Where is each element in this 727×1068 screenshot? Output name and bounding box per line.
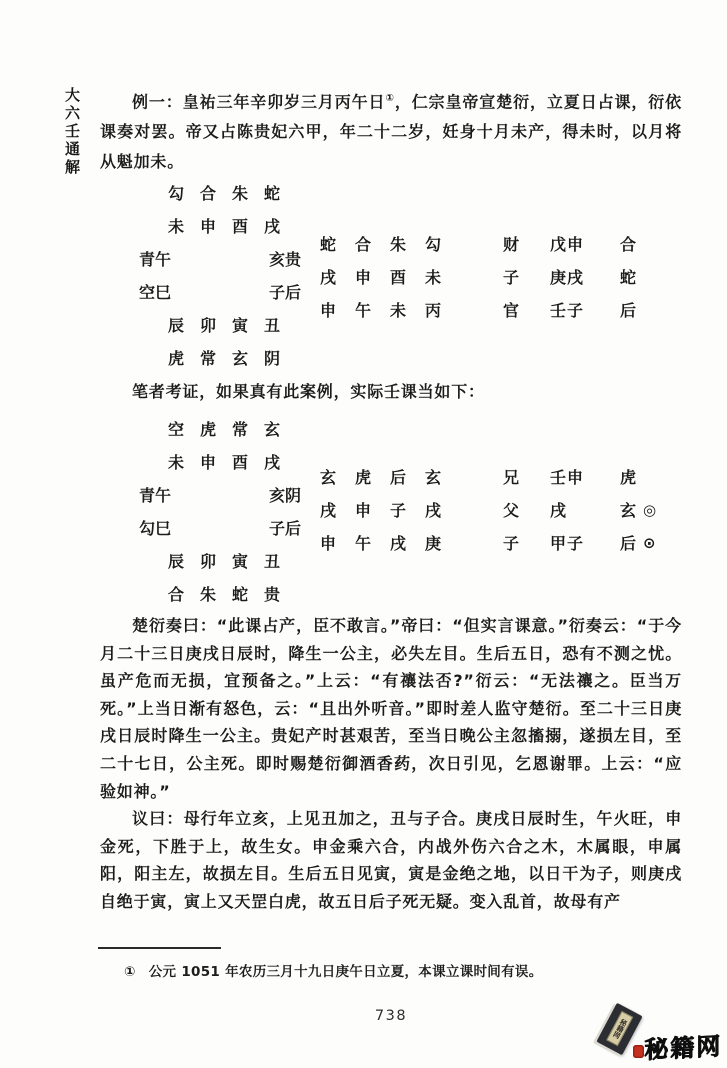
char-cell: 虎: [168, 349, 185, 368]
plate-left-pair: 青午: [139, 250, 172, 269]
site-watermark: [596, 1000, 727, 1064]
char-cell: 常: [232, 420, 249, 439]
char-cell: 戌: [320, 268, 337, 287]
char-cell: 戌: [264, 217, 281, 236]
table-row: [320, 535, 682, 568]
char-cell: 卯: [200, 552, 217, 571]
relation-cell: 官: [503, 301, 520, 320]
plate-left-pair: 勾巳: [139, 519, 172, 538]
plate-row-top-gods: [139, 185, 301, 218]
char-cell: 丑: [264, 316, 281, 335]
plate-row-bottom-branches: [139, 317, 301, 350]
char-cell: 勾: [425, 235, 442, 254]
char-cell: 朱: [390, 235, 407, 254]
char-cell: 未: [168, 217, 185, 236]
char-cell: 丑: [264, 552, 281, 571]
char-cell: 未: [425, 268, 442, 287]
char-cell: 勾: [168, 184, 185, 203]
lesson-chars: [320, 535, 460, 552]
relation-cell: 兄: [503, 468, 520, 487]
plate-row-middle-1: [139, 487, 301, 520]
char-cell: 戌: [425, 501, 442, 520]
char-cell: 戌: [320, 501, 337, 520]
footnote-text: 公元 1051 年农历三月十九日庚午日立夏，本课立课时间有误。: [148, 964, 543, 980]
char-cell: 酉: [232, 217, 249, 236]
discussion-paragraph-1: 楚衍奏曰：“此课占产，臣不敢言。”帝曰：“但实言课意。”衍奏云：“于今月二十三日庚戌日辰时，降生一公主，必失左目。生后五日，恐有不测之忧。虽产危而无损，宜预备之。”上云：“有禳法否?”衍云：“无法禳之。臣当万死。”上当日渐有怒色，云：“且出外听音。”即时差人监守楚衍。至二十三日庚戌日辰时降生一公主。贵妃产时甚艰苦，至当日晚公主忽搐搦，遂损左目，至二十七日，公主死。即时赐楚衍御酒香药，次日引见，乞恩谢罪。上云：“应验如神。”: [100, 616, 682, 801]
char-cell: 玄: [425, 468, 442, 487]
stem-branch-cell: 甲子: [550, 534, 585, 553]
lesson-table-2: [320, 469, 682, 568]
char-cell: 辰: [168, 552, 185, 571]
plate-row-middle-2: [139, 284, 301, 317]
table-row: [320, 236, 682, 269]
char-cell: 蛇: [232, 585, 249, 604]
god-cell: 后: [620, 301, 637, 320]
stem-branch-cell: 庚戌: [550, 268, 585, 287]
lesson-chars: [320, 502, 460, 519]
red-seal-icon: [633, 1045, 644, 1058]
lesson-chars: [320, 269, 460, 286]
watermark-site-text: 秘籍网: [644, 1031, 722, 1065]
char-cell: 申: [200, 453, 217, 472]
relation-cell: 子: [503, 268, 520, 287]
table-row: [320, 269, 682, 302]
char-cell: 空: [168, 420, 185, 439]
stem-branch-cell: 戊申: [550, 235, 585, 254]
char-cell: 申: [355, 268, 372, 287]
char-cell: 蛇: [264, 184, 281, 203]
char-cell: 常: [200, 349, 217, 368]
char-cell: 虎: [355, 468, 372, 487]
stem-branch-cell: 壬子: [550, 301, 585, 320]
char-cell: 玄: [232, 349, 249, 368]
intro-before-note: 例一：皇祐三年辛卯岁三月丙午日: [132, 92, 386, 112]
intro-text: [100, 84, 682, 177]
heaven-earth-plate-2: [139, 421, 301, 619]
plate-row-bottom-gods: [139, 350, 301, 383]
char-cell: 酉: [232, 453, 249, 472]
god-cell: 蛇: [620, 268, 637, 287]
plate-right-pair: 子后: [268, 283, 301, 302]
caption-text: 笔者考证，如果真有此案例，实际壬课当如下：: [132, 382, 485, 401]
intro-paragraph: [100, 84, 682, 177]
discussion-paragraph-2: 议曰：母行年立亥，上见丑加之，丑与子合。庚戌日辰时生，午火旺，申金死，下胜于上，故生女。申金乘六合，内战外伤六合之木，木属眼，申属阳，阳主左，故损左目。生后五日见寅，寅是金绝之地，以日干为子，则庚戌自绝于寅，寅上又天罡白虎，故五日后子死无疑。变入乱首，故母有产: [100, 809, 682, 911]
char-cell: 朱: [200, 585, 217, 604]
char-cell: 未: [168, 453, 185, 472]
stem-branch-cell: 壬申: [550, 468, 585, 487]
char-cell: 玄: [320, 468, 337, 487]
char-cell: 玄: [264, 420, 281, 439]
char-cell: 庚: [425, 534, 442, 553]
relation-cell: 父: [503, 501, 520, 520]
char-cell: 朱: [232, 184, 249, 203]
lesson-chars: [320, 302, 460, 319]
table-row: [320, 502, 682, 535]
plate-row-top-gods: [139, 421, 301, 454]
relation-cell: 子: [503, 534, 520, 553]
plate-left-pair: 空巳: [139, 283, 172, 302]
char-cell: 戌: [390, 534, 407, 553]
char-cell: 午: [355, 534, 372, 553]
caption-line: [100, 382, 682, 402]
char-cell: 申: [320, 534, 337, 553]
plate-left-pair: 青午: [139, 486, 172, 505]
char-cell: 未: [390, 301, 407, 320]
page-number: 738: [374, 1008, 408, 1024]
char-cell: 后: [390, 468, 407, 487]
footnote: [124, 960, 543, 980]
footnote-reference-mark: ①: [385, 93, 395, 104]
char-cell: 辰: [168, 316, 185, 335]
book-label: [606, 1011, 633, 1046]
circle-mark: ⊙: [643, 534, 656, 552]
plate-row-top-branches: [139, 454, 301, 487]
char-cell: 蛇: [320, 235, 337, 254]
char-cell: 贵: [264, 585, 281, 604]
char-cell: 寅: [232, 316, 249, 335]
char-cell: 阴: [264, 349, 281, 368]
plate-row-bottom-branches: [139, 553, 301, 586]
table-row: [320, 469, 682, 502]
plate-right-pair: 子后: [268, 519, 301, 538]
char-cell: 合: [355, 235, 372, 254]
god-cell: 合: [620, 235, 637, 254]
char-cell: 午: [355, 301, 372, 320]
table-row: [320, 302, 682, 335]
char-cell: 酉: [390, 268, 407, 287]
char-cell: 子: [390, 501, 407, 520]
book-title-vertical: 大六壬通解: [63, 87, 81, 177]
god-cell: 玄: [620, 501, 637, 520]
lesson-table-1: [320, 236, 682, 335]
stem-branch-cell: 戌: [550, 501, 568, 520]
char-cell: 丙: [425, 301, 442, 320]
lesson-chars: [320, 236, 460, 253]
plate-row-middle-2: [139, 520, 301, 553]
char-cell: 申: [320, 301, 337, 320]
char-cell: 寅: [232, 552, 249, 571]
heaven-earth-plate-1: [139, 185, 301, 383]
book-label-text: 秘籍网: [611, 1017, 629, 1040]
footnote-mark: ①: [124, 964, 136, 980]
char-cell: 戌: [264, 453, 281, 472]
char-cell: 合: [168, 585, 185, 604]
char-cell: 卯: [200, 316, 217, 335]
lesson-chars: [320, 469, 460, 486]
discussion-block: [100, 612, 682, 916]
char-cell: 申: [200, 217, 217, 236]
plate-right-pair: 亥贵: [268, 250, 301, 269]
char-cell: 合: [200, 184, 217, 203]
plate-row-middle-1: [139, 251, 301, 284]
circle-mark: ◎: [643, 501, 657, 519]
plate-right-pair: 亥阴: [268, 486, 301, 505]
god-cell: 后: [620, 534, 637, 553]
char-cell: 申: [355, 501, 372, 520]
footnote-divider: [98, 947, 221, 949]
god-cell: 虎: [620, 468, 637, 487]
char-cell: 虎: [200, 420, 217, 439]
intro-after-note: ，仁宗皇帝宣楚衍，立夏日占课，衍依课奏对罢。帝又占陈贵妃六甲，年二十二岁，妊身十月未产，得未时，以月将从魁加未。: [100, 92, 682, 172]
relation-cell: 财: [503, 235, 520, 254]
plate-row-top-branches: [139, 218, 301, 251]
